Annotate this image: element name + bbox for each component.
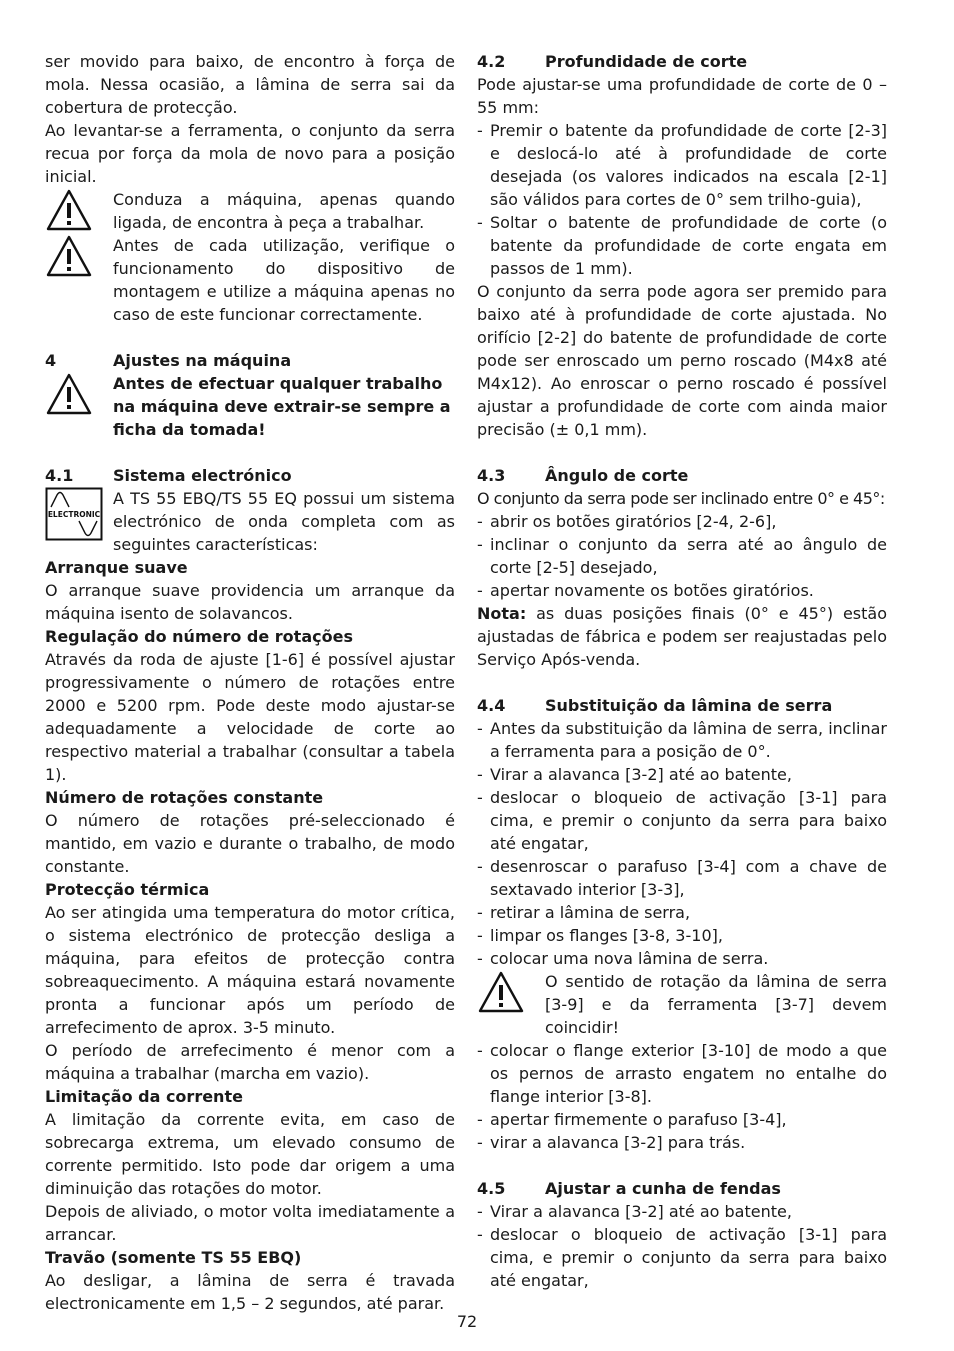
list-item: - colocar uma nova lâmina de serra. — [477, 949, 769, 968]
list-item: - desenroscar o parafuso [3-4] com a chave de sextavado interior [3-3], — [477, 857, 887, 899]
section-heading-4-4 — [477, 694, 887, 717]
list-item: - apertar novamente os botões giratórios. — [477, 581, 814, 600]
note-text: as duas posições finais (0° e 45°) estão ajustadas de fábrica e podem ser reajustadas pelo Serviço Após-venda. — [477, 604, 887, 669]
section-title: Ângulo de corte — [545, 466, 689, 485]
list-item: - retirar a lâmina de serra, — [477, 903, 691, 922]
warning-block — [45, 188, 455, 234]
warning-block — [45, 234, 455, 326]
list-item: - Virar a alavanca [3-2] até ao batente, — [477, 1202, 792, 1221]
paragraph: Ao desligar, a lâmina de serra é travada electronicamente em 1,5 – 2 segundos, até parar. — [45, 1271, 455, 1313]
subheading: Limitação da corrente — [45, 1087, 243, 1106]
section-number: 4.2 — [477, 52, 506, 71]
warning-block — [45, 372, 455, 441]
section-heading-4-5 — [477, 1177, 887, 1200]
paragraph: O conjunto da serra pode agora ser premido para baixo até à profundidade de corte ajustada. No orifício [2-2] do batente de profundidade de corte pode ser enroscado um perno roscado (M4x8 até M4x12). Ao enroscar o perno roscado é possível ajustar a profundidade de corte com ainda maior precisão (± 0,1 mm). — [477, 282, 887, 439]
paragraph: O arranque suave providencia um arranque da máquina isento de solavancos. — [45, 581, 455, 623]
subheading: Número de rotações constante — [45, 788, 324, 807]
list-item: - Premir o batente da profundidade de corte [2-3] e deslocá-lo até à profundidade de corte desejada (os valores indicados na escala [2-1] são válidos para cortes de 0° sem trilho-guia), — [477, 121, 887, 209]
warning-text: Conduza a máquina, apenas quando ligada, de encontra à peça a trabalhar. — [113, 190, 455, 232]
paragraph: O período de arrefecimento é menor com a máquina a trabalhar (marcha em vazio). — [45, 1041, 455, 1083]
warning-triangle-icon — [45, 372, 113, 441]
section-title: Sistema electrónico — [113, 466, 292, 485]
section-number: 4.3 — [477, 466, 506, 485]
section-number: 4.4 — [477, 696, 506, 715]
electronic-block — [45, 487, 455, 556]
paragraph: Depois de aliviado, o motor volta imediatamente a arrancar. — [45, 1202, 455, 1244]
section-title: Substituição da lâmina de serra — [545, 696, 833, 715]
svg-text:ELECTRONIC: ELECTRONIC — [47, 510, 101, 519]
paragraph: O número de rotações pré-seleccionado é mantido, em vazio e durante o trabalho, de modo constante. — [45, 811, 455, 876]
page-number: 72 — [456, 1312, 478, 1331]
warning-triangle-icon — [45, 234, 113, 326]
paragraph: Pode ajustar-se uma profundidade de corte de 0 – 55 mm: — [477, 75, 887, 117]
subheading: Protecção térmica — [45, 880, 210, 899]
paragraph: Ao ser atingida uma temperatura do motor crítica, o sistema electrónico de protecção desliga a máquina, para efeitos de protecção contra sobreaquecimento. A máquina estará novamente pronta a funcionar após um período de arrefecimento de aprox. 3-5 minuto. — [45, 903, 455, 1037]
list-item: - inclinar o conjunto da serra até ao ângulo de corte [2-5] desejado, — [477, 535, 887, 577]
list-item: - colocar o flange exterior [3-10] de modo a que os pernos de arrasto engatem no entalhe do flange interior [3-8]. — [477, 1041, 887, 1106]
section-heading-4-1 — [45, 464, 455, 487]
note-paragraph — [477, 602, 887, 671]
section-heading-4-3 — [477, 464, 887, 487]
warning-text: Antes de efectuar qualquer trabalho na máquina deve extrair-se sempre a ficha da tomada! — [113, 374, 451, 439]
section-heading-4 — [45, 349, 455, 372]
list-item: - Soltar o batente de profundidade de corte (o batente da profundidade de corte engata em passos de 1 mm). — [477, 213, 887, 278]
section-title: Profundidade de corte — [545, 52, 748, 71]
warning-text: Antes de cada utilização, verifique o funcionamento do dispositivo de montagem e utilize a máquina apenas no caso de este funcionar correctamente. — [113, 236, 455, 324]
warning-block — [477, 970, 887, 1039]
subheading: Travão (somente TS 55 EBQ) — [45, 1248, 302, 1267]
section-number: 4.1 — [45, 466, 74, 485]
paragraph: Através da roda de ajuste [1-6] é possível ajustar progressivamente o número de rotações entre 2000 e 5200 rpm. Pode deste modo ajustar-se adequadamente a velocidade de corte ao respectivo material a trabalhar (consultar a tabela 1). — [45, 650, 455, 784]
intro-paragraph: ser movido para baixo, de encontro à força de mola. Nessa ocasião, a lâmina de serra sai da cobertura de protecção. — [45, 52, 455, 117]
section-title: Ajustar a cunha de fendas — [545, 1179, 781, 1198]
right-column — [477, 50, 887, 1292]
list-item: - deslocar o bloqueio de activação [3-1] para cima, e premir o conjunto da serra para baixo até engatar, — [477, 788, 887, 853]
section-title: Ajustes na máquina — [113, 351, 292, 370]
list-item: - deslocar o bloqueio de activação [3-1] para cima, e premir o conjunto da serra para baixo até engatar, — [477, 1225, 887, 1290]
section-number: 4 — [45, 351, 57, 370]
warning-text: O sentido de rotação da lâmina de serra [3-9] e da ferramenta [3-7] devem coincidir! — [545, 972, 887, 1037]
list-item: - Antes da substituição da lâmina de serra, inclinar a ferramenta para a posição de 0°. — [477, 719, 887, 761]
subheading: Regulação do número de rotações — [45, 627, 353, 646]
list-item: - virar a alavanca [3-2] para trás. — [477, 1133, 746, 1152]
paragraph: A limitação da corrente evita, em caso de sobrecarga extrema, um elevado consumo de corrente permitido. Isto pode dar origem a uma diminuição das rotações do motor. — [45, 1110, 455, 1198]
paragraph: O conjunto da serra pode ser inclinado entre 0° e 45°: — [477, 489, 885, 508]
section-number: 4.5 — [477, 1179, 506, 1198]
note-label: Nota: — [477, 604, 527, 623]
list-item: - abrir os botões giratórios [2-4, 2-6], — [477, 512, 777, 531]
list-item: - Virar a alavanca [3-2] até ao batente, — [477, 765, 792, 784]
intro-paragraph: Ao levantar-se a ferramenta, o conjunto da serra recua por força da mola de novo para a posição inicial. — [45, 121, 455, 186]
list-item: - limpar os flanges [3-8, 3-10], — [477, 926, 723, 945]
electronic-intro: A TS 55 EBQ/TS 55 EQ possui um sistema electrónico de onda completa com as seguintes características: — [113, 489, 455, 554]
left-column — [45, 50, 455, 1315]
section-heading-4-2 — [477, 50, 887, 73]
warning-triangle-icon — [477, 970, 545, 1039]
electronic-icon — [45, 487, 113, 556]
subheading: Arranque suave — [45, 558, 188, 577]
list-item: - apertar firmemente o parafuso [3-4], — [477, 1110, 787, 1129]
warning-triangle-icon — [45, 188, 113, 234]
